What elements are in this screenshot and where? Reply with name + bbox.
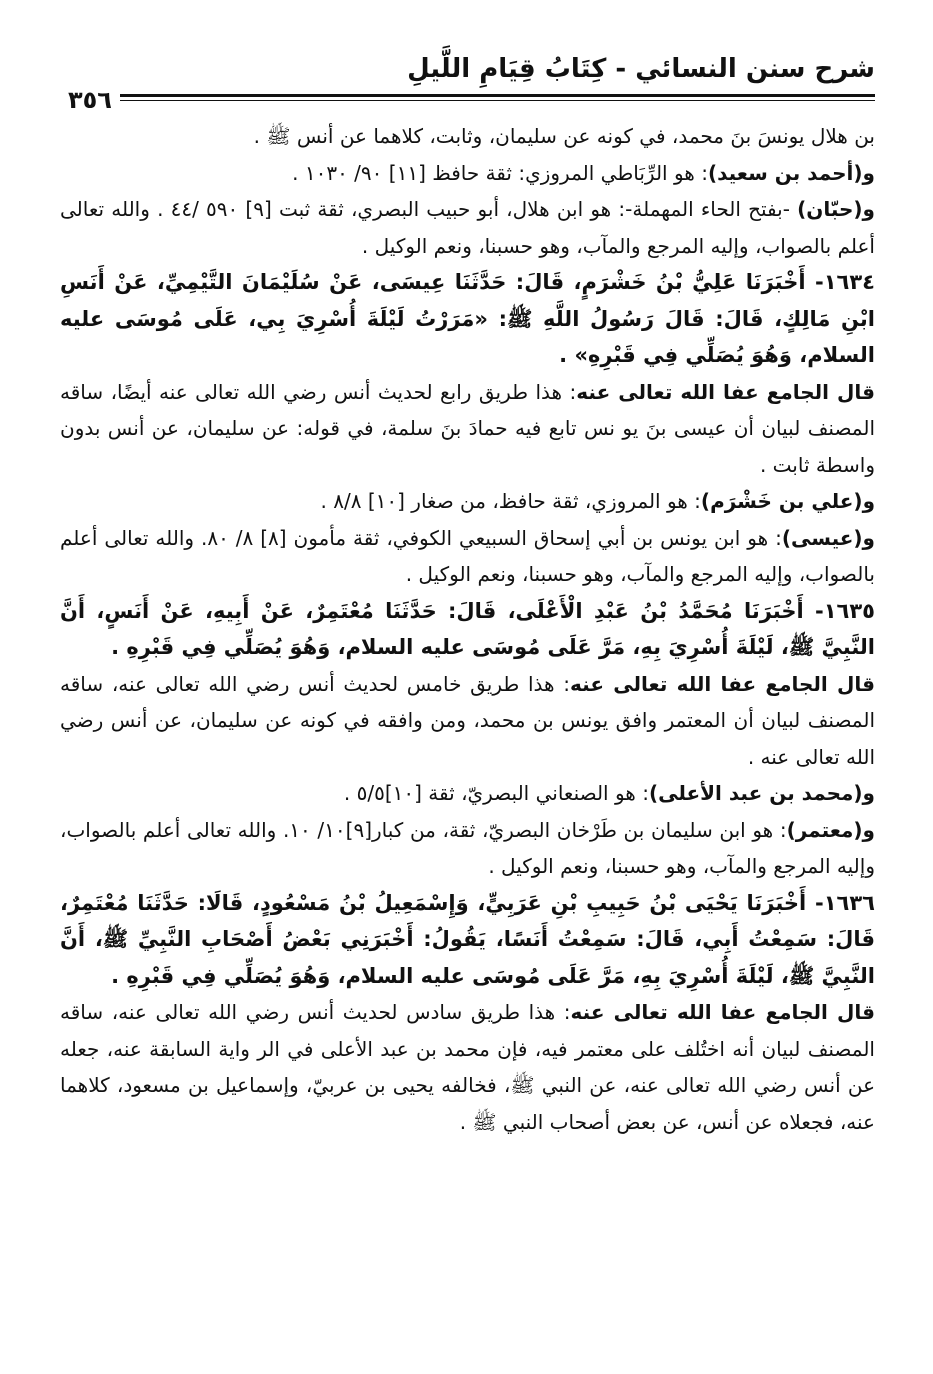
- hadith-1636: ١٦٣٦- أَخْبَرَنَا يَحْيَى بْنُ حَبِيبِ بْنِ عَرَبِيٍّ، وَإِسْمَعِيلُ بْنُ مَسْعُودٍ، قَالَا: حَدَّثَنَا مُعْتَمِرٌ، قَالَ: سَمِعْتُ أَبِي، قَالَ: سَمِعْتُ أَنَسًا، يَقُولُ: أَخْبَرَنِي بَعْضُ أَصْحَابِ النَّبِيِّ ﷺ، أَنَّ النَّبِيَّ ﷺ، لَيْلَةَ أُسْرِيَ بِهِ، مَرَّ عَلَى مُوسَى عليه السلام، وَهُوَ يُصَلِّي فِي قَبْرِهِ .: [60, 890, 875, 988]
- book-page: [60, 30, 875, 1350]
- page-header: [60, 30, 875, 114]
- hadith-1634: ١٦٣٤- أَخْبَرَنَا عَلِيُّ بْنُ خَشْرَمٍ، قَالَ: حَدَّثَنَا عِيسَى، عَنْ سُلَيْمَانَ التَّيْمِيِّ، عَنْ أَنَسِ ابْنِ مَالِكٍ، قَالَ: قَالَ رَسُولُ اللَّهِ ﷺ: «مَرَرْتُ لَيْلَةَ أُسْرِيَ بِي، عَلَى مُوسَى عليه السلام، وَهُوَ يُصَلِّي فِي قَبْرِهِ» .: [60, 270, 875, 367]
- running-title: شرح سنن النسائي - كِتَابُ قِيَامِ اللَّيلِ: [407, 54, 875, 84]
- narrator-note: و(حبّان) -بفتح الحاء المهملة-: هو ابن هلال، أبو حبيب البصري، ثقة ثبت [٩] ٥٩٠ /٤٤ . والله تعالى أعلم بالصواب، وإليه المرجع والمآب، وهو حسبنا، ونعم الوكيل .: [60, 197, 875, 258]
- commentary: قال الجامع عفا الله تعالى عنه: هذا طريق رابع لحديث أنس رضي الله تعالى عنه أيضًا، ساقه المصنف لبيان أن عيسى بنَ يو نس تابع فيه حمادَ بنَ سلمة، في قوله: عن سليمان، عن أنس بدون واسطة ثابت .: [60, 379, 875, 477]
- commentary: قال الجامع عفا الله تعالى عنه: هذا طريق خامس لحديث أنس رضي الله تعالى عنه، ساقه المصنف لبيان أن المعتمر وافق يونس بن محمد، ومن وافقه في كونه عن سليمان، عن أنس رضي الله تعالى عنه .: [60, 671, 875, 769]
- narrator-note: و(أحمد بن سعيد): هو الرِّبَاطي المروزي: ثقة حافظ [١١] ٩٠/ ١٠٣٠ .: [292, 160, 875, 185]
- narrator-note: و(علي بن خَشْرَم): هو المروزي، ثقة حافظ، من صغار [١٠] ٨/٨ .: [320, 489, 875, 513]
- header-rule: [60, 94, 875, 101]
- page-number: ٣٥٦: [60, 86, 120, 114]
- narrator-note: و(معتمر): هو ابن سليمان بن طَرْخان البصريّ، ثقة، من كبار[٩]١٠/ ١٠. والله تعالى أعلم بالصواب، وإليه المرجع والمآب، وهو حسبنا، ونعم الوكيل .: [60, 817, 875, 878]
- narrator-note: و(محمد بن عبد الأعلى): هو الصنعاني البصريّ، ثقة [١٠]٥/٥ .: [343, 781, 875, 805]
- commentary: قال الجامع عفا الله تعالى عنه: هذا طريق سادس لحديث أنس رضي الله تعالى عنه، ساقه المصنف لبيان أنه اختُلف على معتمر فيه، فإن محمد بن عبد الأعلى في الر واية السابقة عنه، جعله عن أنس رضي الله تعالى عنه، عن النبي ﷺ، فخالفه يحيى بن عربيّ، وإسماعيل بن مسعود، كلاهما عنه، فجعلاه عن أنس، عن بعض أصحاب النبي ﷺ .: [60, 1000, 875, 1134]
- narrator-note: و(عيسى): هو ابن يونس بن أبي إسحاق السبيعي الكوفي، ثقة مأمون [٨] ٨/ ٨٠. والله تعالى أعلم بالصواب، وإليه المرجع والمآب، وهو حسبنا، ونعم الوكيل .: [60, 525, 875, 586]
- paragraph-continuation: بن هلال يونسَ بنَ محمد، في كونه عن سليمان، وثابت، كلاهما عن أنس ﷺ .: [253, 124, 875, 148]
- page-body: [60, 118, 875, 1140]
- hadith-1635: ١٦٣٥- أَخْبَرَنَا مُحَمَّدُ بْنُ عَبْدِ الْأَعْلَى، قَالَ: حَدَّثَنَا مُعْتَمِرٌ، عَنْ أَبِيهِ، عَنْ أَنَسٍ، أَنَّ النَّبِيَّ ﷺ، لَيْلَةَ أُسْرِيَ بِهِ، مَرَّ عَلَى مُوسَى عليه السلام، وَهُوَ يُصَلِّي فِي قَبْرِهِ .: [60, 598, 875, 659]
